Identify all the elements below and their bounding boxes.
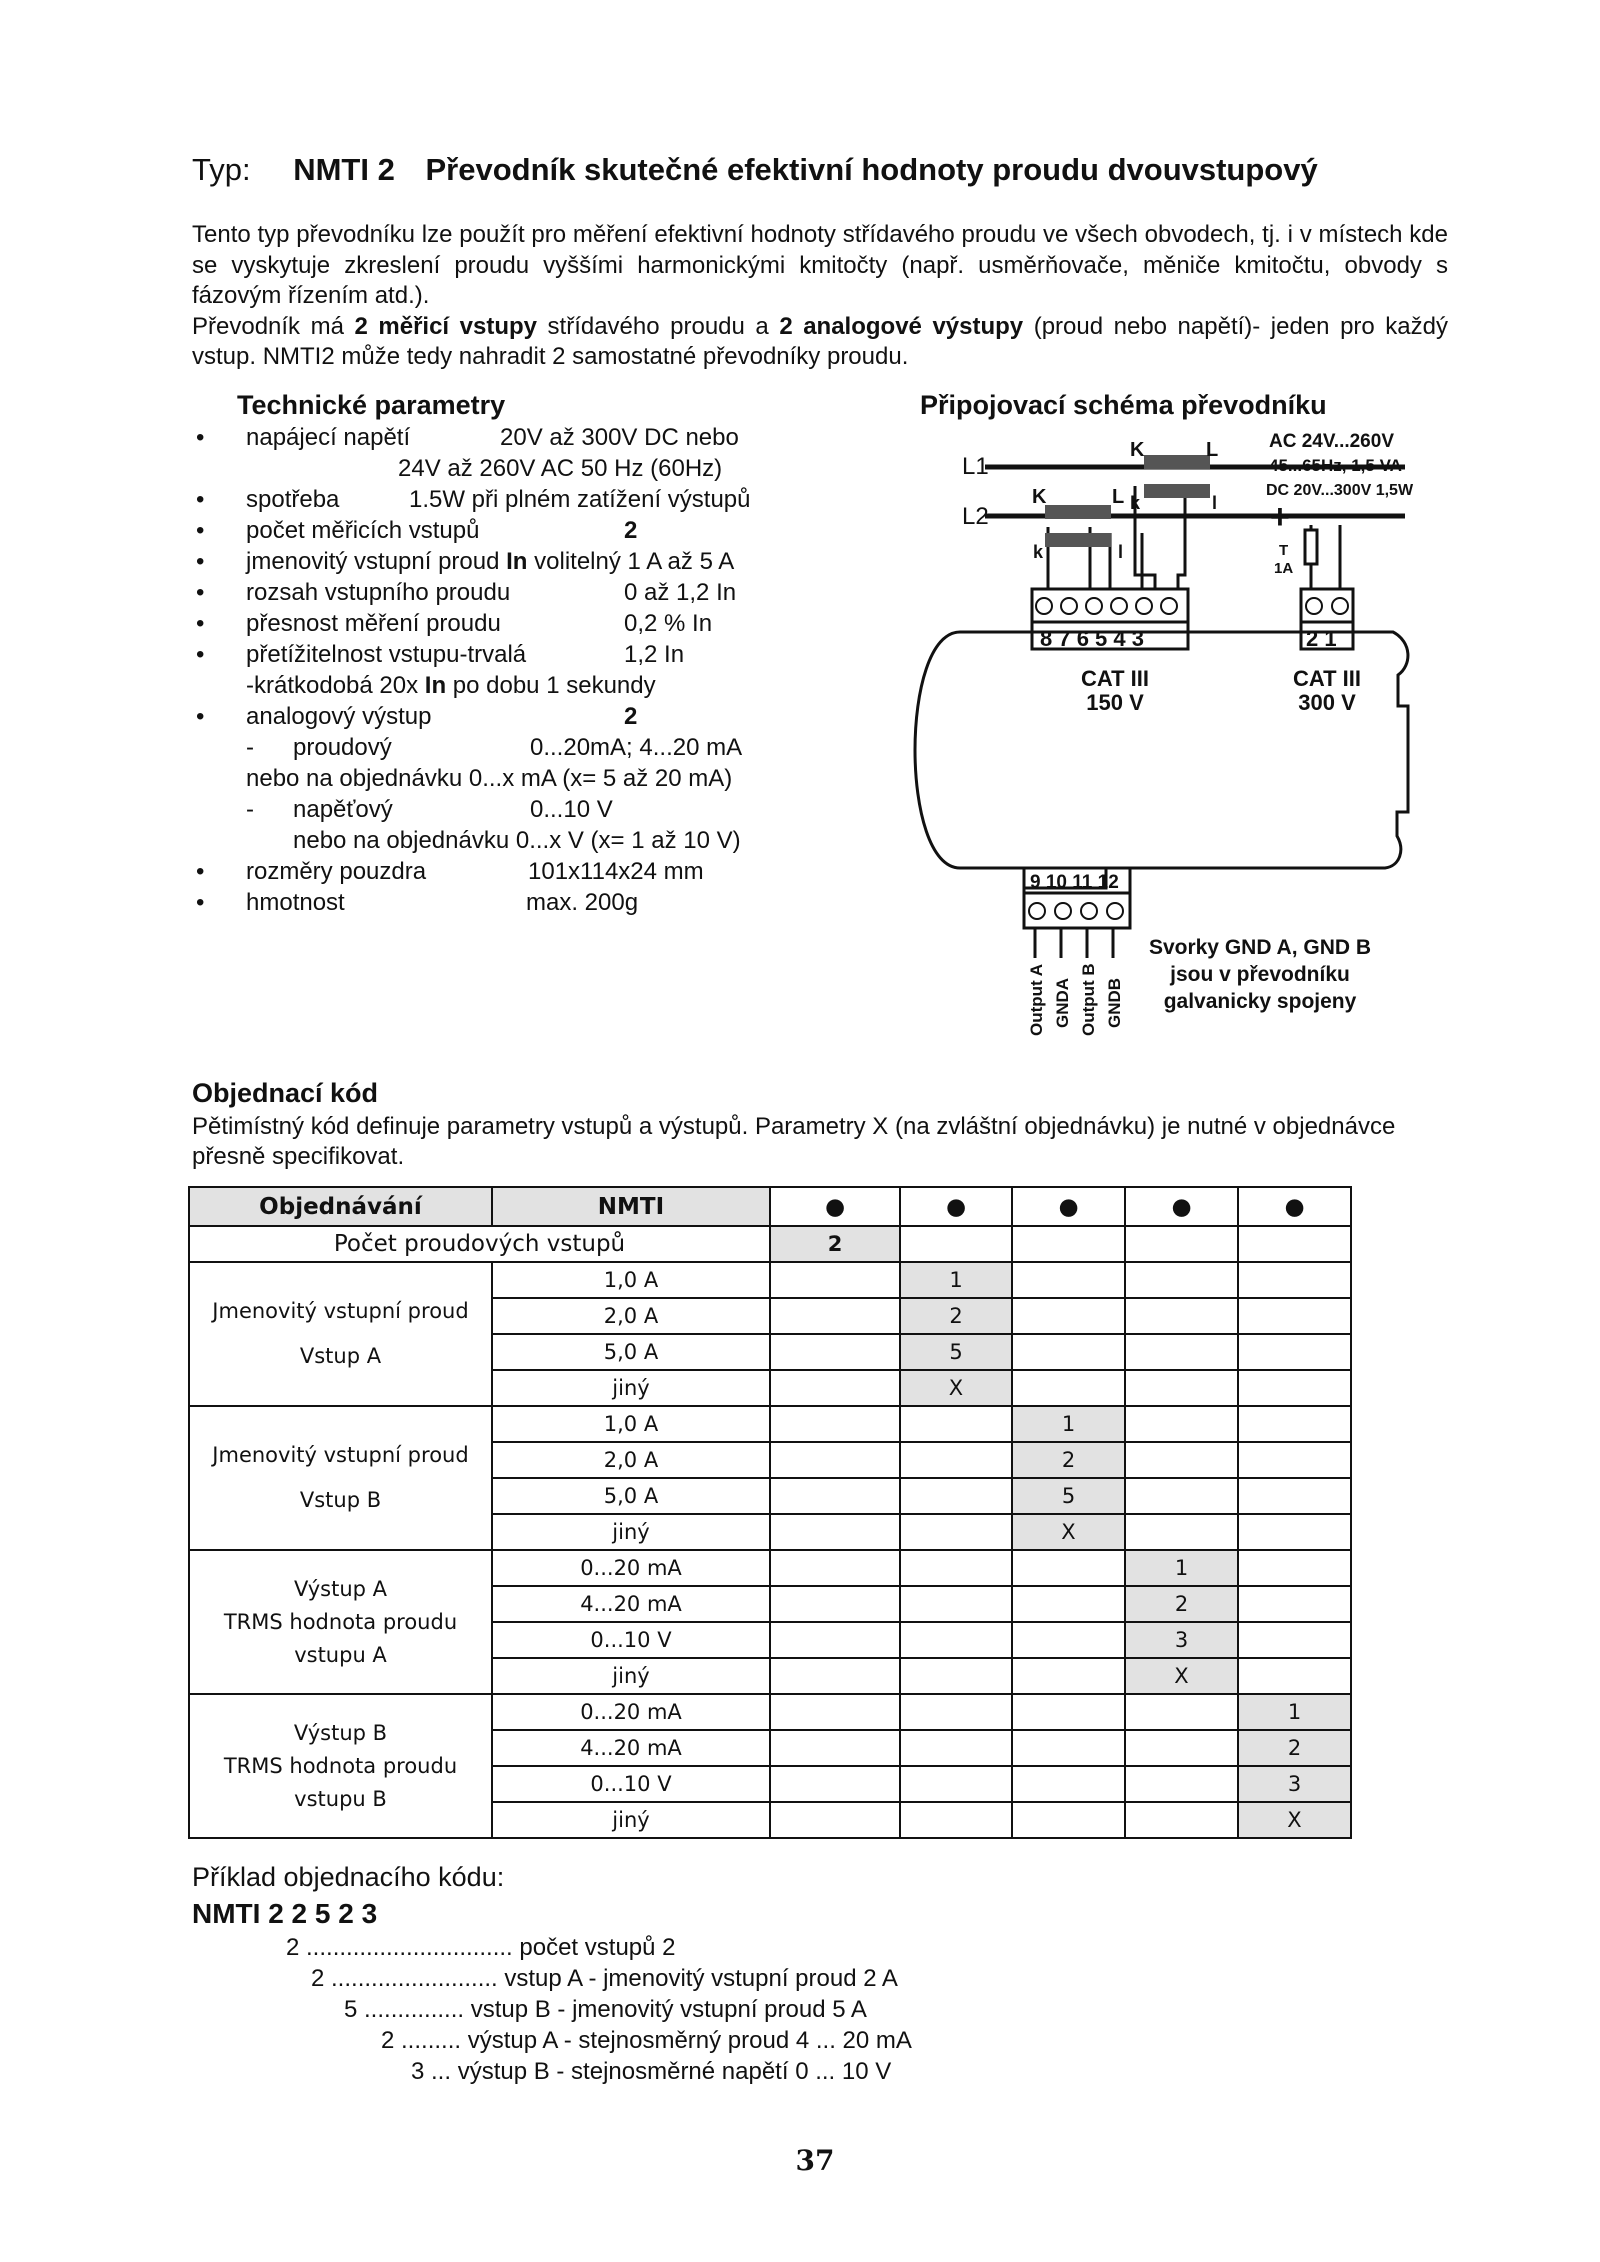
code-cell: X [900,1370,1012,1406]
param-value: 1.5W při plném zatížení výstupů [409,486,751,513]
param-value: 2 [624,703,638,730]
code-cell: X [1012,1514,1125,1550]
terminal-numbers-inputs: 8 7 6 5 4 3 [1040,626,1144,651]
header-ordering: Objednávání [189,1187,492,1226]
group-output-a [189,1550,492,1694]
code-cell: 5 [900,1334,1012,1370]
param-value: 0...10 V [530,796,613,823]
group-output-b [189,1694,492,1838]
param-label: rozměry pouzdra [246,858,427,885]
label-l-upper-small: l [1212,493,1218,513]
intro-text [192,220,1448,373]
param-value: 1,2 In [624,641,685,668]
output-label-gndb: GNDB [1105,977,1124,1028]
param-voltage [196,794,856,825]
header-dot: ● [1012,1187,1125,1226]
example-line-1: 2 ............................... počet vstupů 2 [286,1934,676,1961]
param-label: hmotnost [246,889,345,916]
bullet: • [196,703,205,730]
param-value: max. 200g [526,889,639,916]
param-current [196,732,856,763]
order-table [188,1186,1352,1839]
bullet: • [196,579,205,606]
code-cell: 1 [900,1262,1012,1298]
intro-paragraph-2 [192,312,1448,373]
header-nmti: NMTI [492,1187,770,1226]
bullet: • [196,889,205,916]
bullet: • [196,486,205,513]
params-list [196,422,856,918]
page-title [192,152,1318,188]
fuse-label-t: T [1279,542,1289,559]
code-cell: 2 [1125,1586,1238,1622]
overload-short-a: -krátkodobá 20x [246,672,425,699]
terminal-numbers-outputs: 9 10 11 12 [1030,872,1119,893]
option-cell: 1,0 A [492,1262,770,1298]
example-line-2: 2 ......................... vstup A - jmenovitý vstupní proud 2 A [311,1965,898,1992]
example-heading: Příklad objednacího kódu: [192,1862,505,1892]
example-line-3: 5 ............... vstup B - jmenovitý vstupní proud 5 A [344,1996,867,2023]
group-line: Výstup A [293,1576,388,1601]
param-label: proudový [293,734,392,761]
param-voltage-order [196,825,856,856]
param-supply [196,422,856,453]
code-cell: 1 [1012,1406,1125,1442]
intro-p2-outputs: 2 analogové výstupy [779,312,1024,340]
code-cell: 2 [1012,1442,1125,1478]
table-row-count [189,1226,1351,1262]
option-cell: 4...20 mA [492,1730,770,1766]
option-cell: 0...10 V [492,1622,770,1658]
supply-line-3: DC 20V...300V 1,5W [1266,482,1414,499]
overload-short-b: po dobu 1 sekundy [446,672,656,699]
example-code: NMTI 2 2 5 2 3 [192,1898,378,1929]
wiring-diagram [900,420,1420,1040]
label-l1: L1 [962,453,989,480]
intro-p2-c: střídavého proudu a [536,312,780,340]
param-supply-ac [196,453,856,484]
param-label: počet měřicích vstupů [246,517,480,544]
code-cell: 2 [1238,1730,1351,1766]
param-value: 101x114x24 mm [528,858,704,885]
group-line: Vstup A [299,1344,382,1368]
option-cell: 1,0 A [492,1406,770,1442]
terminal-numbers-power: 2 1 [1306,626,1337,651]
option-cell: 4...20 mA [492,1586,770,1622]
overload-short-in: In [424,672,447,699]
param-current-order [196,763,856,794]
param-consumption [196,484,856,515]
group-input-a [189,1262,492,1406]
param-label: napájecí napětí [246,424,411,451]
param-accuracy [196,608,856,639]
bullet: • [196,517,205,544]
header-dot: ● [900,1187,1012,1226]
intro-p2-e: (proud nebo napětí)- jeden pro každý vstup. NMTI2 může tedy nahradit 2 samostatné převodníky proudu. [192,312,1448,370]
group-line: Jmenovitý vstupní proud [212,1443,469,1467]
option-cell: jiný [492,1802,770,1838]
option-cell: 5,0 A [492,1478,770,1514]
code-cell: X [1238,1802,1351,1838]
code-cell: 3 [1238,1766,1351,1802]
bullet: • [196,610,205,637]
param-inputs [196,515,856,546]
param-label: spotřeba [246,486,340,513]
bullet: • [196,424,205,451]
option-cell: jiný [492,1370,770,1406]
table-header-row [189,1187,1351,1226]
label-l2: L2 [962,503,989,530]
param-value: 0 až 1,2 In [624,579,737,606]
param-nominal [196,546,856,577]
title-code: NMTI 2 [293,152,395,187]
cat-left-1: CAT III [1080,666,1150,691]
param-label [246,670,656,701]
example-line-4: 2 ......... výstup A - stejnosměrný proud 4 ... 20 mA [381,2027,912,2054]
order-description: Pětimístný kód definuje parametry vstupů a výstupů. Parametry X (na zvláštní objednávku) je nutné v objednávce přesně specifikovat. [192,1113,1396,1170]
param-weight [196,887,856,918]
param-label: napěťový [293,796,393,823]
group-line: vstupu A [294,1642,387,1667]
group-input-b [189,1406,492,1550]
table-row [189,1262,1351,1298]
option-cell: 0...20 mA [492,1550,770,1586]
cat-left-2: 150 V [1086,690,1144,715]
output-label-a: Output A [1027,963,1046,1036]
option-cell: 5,0 A [492,1334,770,1370]
header-dot: ● [1125,1187,1238,1226]
param-label: přesnost měření proudu [246,610,501,637]
param-value: 0,2 % In [624,610,713,637]
param-label: přetížitelnost vstupu-trvalá [246,641,527,668]
page-number: 37 [795,2144,835,2177]
bullet: • [196,548,205,575]
fuse-label-rating: 1A [1274,560,1294,577]
option-cell: 0...10 V [492,1766,770,1802]
param-value: 0...20mA; 4...20 mA [530,734,743,761]
group-line: Výstup B [293,1720,388,1745]
intro-p2-a: Převodník má [192,312,355,340]
params-heading: Technické parametry [237,390,506,420]
table-row [189,1694,1351,1730]
bullet: • [196,641,205,668]
option-cell: 0...20 mA [492,1694,770,1730]
label-k-upper-small: k [1130,493,1141,513]
param-value: nebo na objednávku 0...x V (x= 1 až 10 V) [293,827,741,854]
supply-line-2: 45...65Hz, 1,5 VA [1269,456,1402,475]
order-heading: Objednací kód [192,1078,379,1108]
label-l-upper: L [1206,439,1219,461]
option-cell: 2,0 A [492,1298,770,1334]
code-cell: 5 [1012,1478,1125,1514]
option-cell: jiný [492,1514,770,1550]
cat-right-1: CAT III [1292,666,1362,691]
cat-right-2: 300 V [1298,690,1356,715]
param-range [196,577,856,608]
bullet: • [196,858,205,885]
count-value: 2 [770,1226,900,1262]
code-cell: 2 [900,1298,1012,1334]
label-k-lower: K [1032,486,1047,508]
group-line: vstupu B [294,1786,387,1811]
group-line: Vstup B [299,1488,382,1512]
label-k-lower-small: k [1033,542,1044,562]
label-k-upper: K [1130,439,1145,461]
supply-line-1: AC 24V...260V [1269,431,1394,452]
group-line: Jmenovitý vstupní proud [212,1299,469,1323]
param-label: rozsah vstupního proudu [246,579,511,606]
code-cell: 1 [1238,1694,1351,1730]
intro-p2-inputs: 2 měřicí vstupy [354,312,537,340]
param-dims [196,856,856,887]
param-label [246,546,734,577]
dash: - [246,734,254,761]
param-value: 24V až 260V AC 50 Hz (60Hz) [398,455,723,482]
param-label: analogový výstup [246,703,432,730]
param-overload-short [196,670,856,701]
label-l-lower-small: l [1118,542,1124,562]
dash: - [246,796,254,823]
nominal-in: In [506,548,528,575]
code-cell: 1 [1125,1550,1238,1586]
title-name: Převodník skutečné efektivní hodnoty proudu dvouvstupový [425,152,1318,187]
option-cell: 2,0 A [492,1442,770,1478]
label-l-lower: L [1112,486,1125,508]
plus-icon: + [1270,498,1290,536]
table-row [189,1550,1351,1586]
code-cell: X [1125,1658,1238,1694]
table-row [189,1406,1351,1442]
param-value: 2 [624,517,638,544]
param-value: 20V až 300V DC nebo [500,424,739,451]
note-line-2: jsou v převodníku [1170,963,1350,986]
header-dot: ● [1238,1187,1351,1226]
intro-paragraph-1: Tento typ převodníku lze použít pro měření efektivní hodnoty střídavého proudu ve všech obvodech, tj. i v místech kde se vyskytuje zkreslení proudu vyššími harmonickými kmitočty (např. usměrňovače, měniče kmitočtu, obvody s fázovým řízením atd.). [192,221,1448,309]
note-line-3: galvanicky spojeny [1163,990,1357,1013]
count-label: Počet proudových vstupů [189,1226,770,1262]
diagram-heading: Připojovací schéma převodníku [920,390,1327,420]
nominal-b: volitelný 1 A až 5 A [527,548,735,575]
example-line-5: 3 ... výstup B - stejnosměrné napětí 0 ... 10 V [411,2058,892,2085]
header-dot: ● [770,1187,900,1226]
option-cell: jiný [492,1658,770,1694]
output-label-b: Output B [1079,963,1098,1036]
param-value: nebo na objednávku 0...x mA (x= 5 až 20 mA) [246,765,733,792]
group-line: TRMS hodnota proudu [223,1753,458,1778]
note-line-1: Svorky GND A, GND B [1148,936,1372,959]
title-prefix: Typ: [192,152,251,187]
param-overload [196,639,856,670]
param-analog [196,701,856,732]
nominal-a: jmenovitý vstupní proud [246,548,507,575]
group-line: TRMS hodnota proudu [223,1609,458,1634]
output-label-gnda: GNDA [1053,977,1072,1028]
code-cell: 3 [1125,1622,1238,1658]
